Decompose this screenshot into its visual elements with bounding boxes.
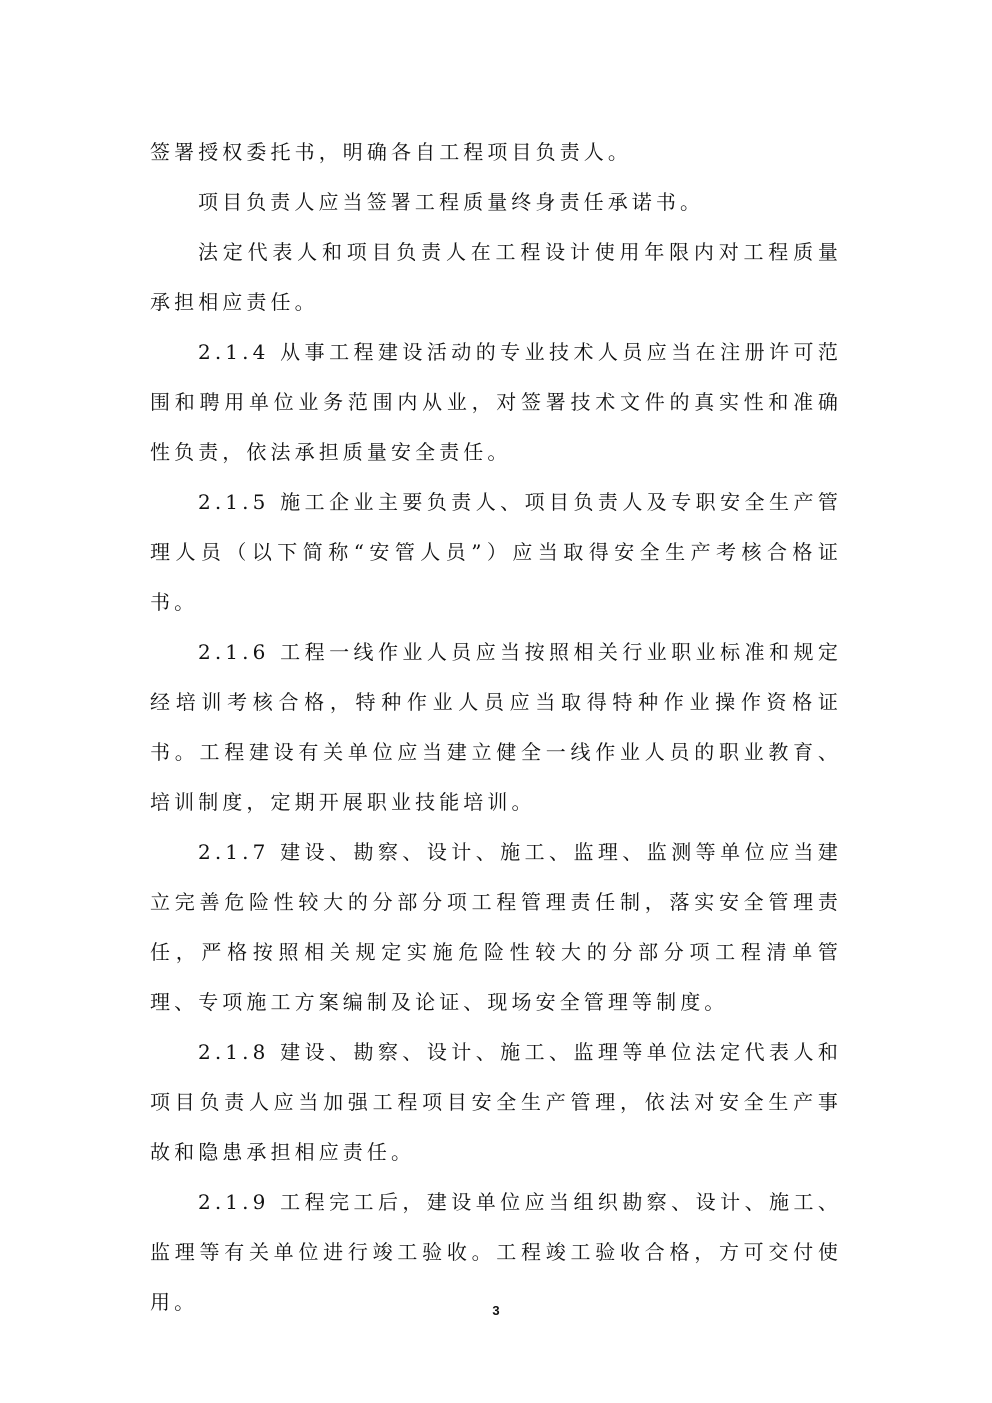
clause-2-1-5: 2.1.5 施工企业主要负责人、项目负责人及专职安全生产管理人员（以下简称“安管人员”）应当取得安全生产考核合格证书。 <box>150 490 842 614</box>
clause-2-1-6: 2.1.6 工程一线作业人员应当按照相关行业职业标准和规定经培训考核合格，特种作业人员应当取得特种作业操作资格证书。工程建设有关单位应当建立健全一线作业人员的职业教育、培训制度，定期开展职业技能培训。 <box>150 640 842 814</box>
clause-2-1-7: 2.1.7 建设、勘察、设计、施工、监理、监测等单位应当建立完善危险性较大的分部分项工程管理责任制，落实安全管理责任，严格按照相关规定实施危险性较大的分部分项工程清单管理、专项施工方案编制及论证、现场安全管理等制度。 <box>150 840 842 1014</box>
clause-2-1-8: 2.1.8 建设、勘察、设计、施工、监理等单位法定代表人和项目负责人应当加强工程项目安全生产管理，依法对安全生产事故和隐患承担相应责任。 <box>150 1040 842 1164</box>
document-body <box>150 127 842 1327</box>
paragraph-continuation: 签署授权委托书，明确各自工程项目负责人。 <box>150 140 632 164</box>
page-number: 3 <box>492 1303 500 1318</box>
paragraph-commitment: 项目负责人应当签署工程质量终身责任承诺书。 <box>198 190 705 214</box>
paragraph-legal-representative: 法定代表人和项目负责人在工程设计使用年限内对工程质量承担相应责任。 <box>150 240 842 314</box>
clause-2-1-4: 2.1.4 从事工程建设活动的专业技术人员应当在注册许可范围和聘用单位业务范围内从业，对签署技术文件的真实性和准确性负责，依法承担质量安全责任。 <box>150 340 842 464</box>
clause-2-1-9: 2.1.9 工程完工后，建设单位应当组织勘察、设计、施工、监理等有关单位进行竣工验收。工程竣工验收合格，方可交付使用。 <box>150 1190 842 1314</box>
